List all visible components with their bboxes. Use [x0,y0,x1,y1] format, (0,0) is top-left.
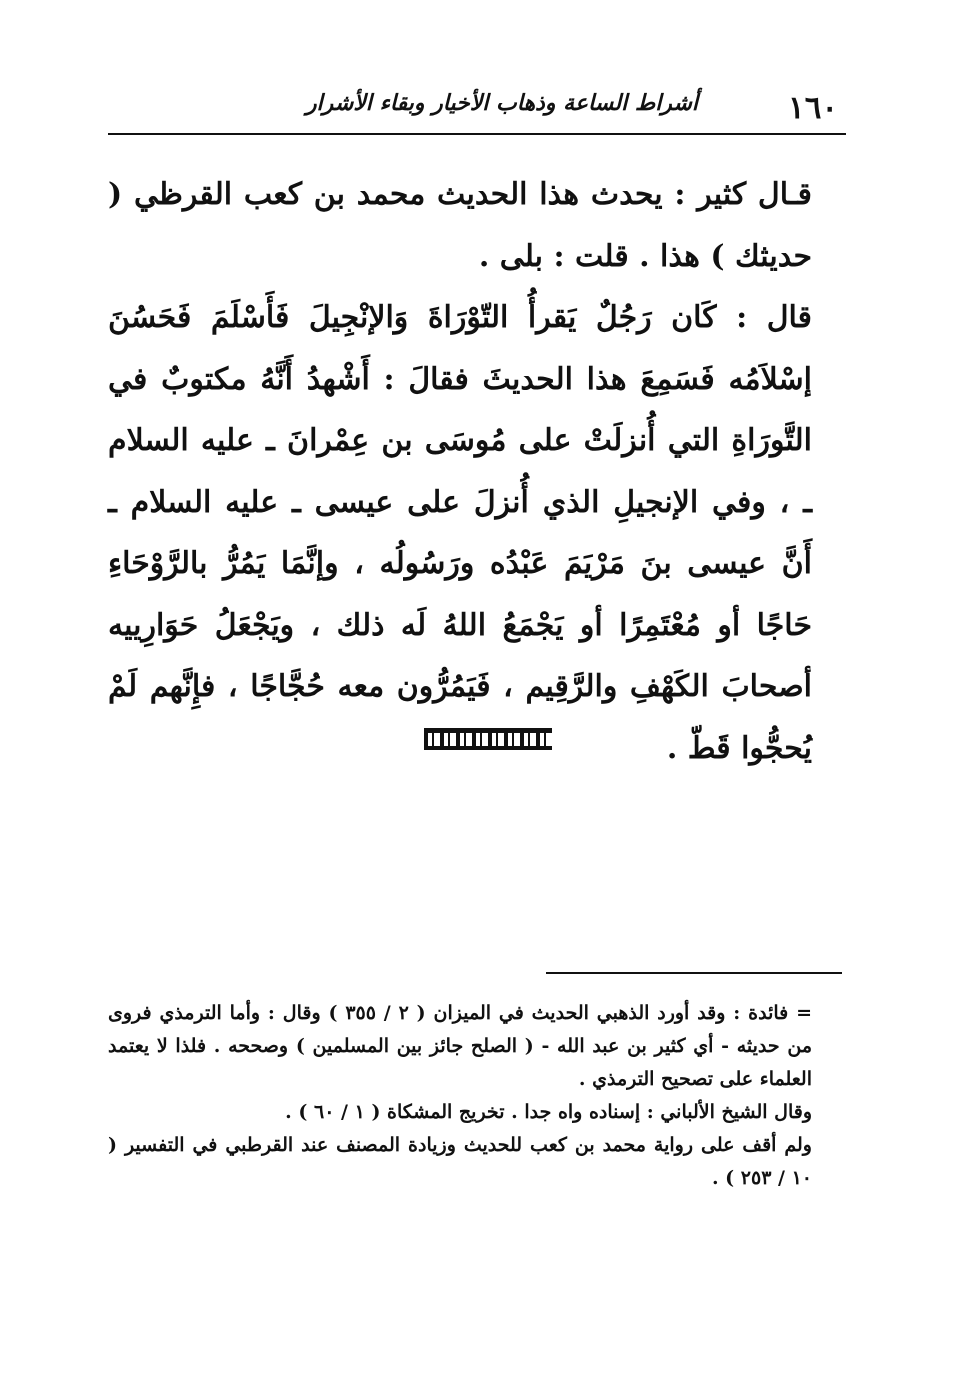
paragraph-2: قال : كَان رَجُلٌ يَقرأُ التّوْرَاةَ وَالإنْجِيلَ فَأَسْلَمَ فَحَسُنَ إسْلاَمُه فَسَمِعَ هذا الحديثَ فقالَ : أَشْهدُ أَنَّهُ مكتوبٌ في التَّورَاةِ التي أُنزلَتْ على مُوسَى بن عِمْرانَ ـ عليه السلام ـ ، وفي الإنجيلِ الذي أُنزلَ على عيسى ـ عليه السلام ـ أَنَّ عيسى بنَ مَرْيَمَ عَبْدُه ورَسُولُه ، وإنَّمَا يَمُرُّ بالرَّوْحَاءِ حَاجًا أو مُعْتَمِرًا أو يَجْمَعُ اللهُ لَه ذلك ، ويَجْعَلُ حَوَارِييه أصحابَ الكَهْفِ والرَّقِيم ، فَيَمُرُّون معه حُجَّاجًا ، فإِنَّهم لَمْ يُحجُّوا قَطّ . [108,300,812,766]
footnote-line-2: وقال الشيخ الألباني : إسناده واه جدا . تخريج المشكاة ( ١ / ٦٠ ) . [285,1101,812,1123]
main-text [108,164,812,779]
footnote-line-3: ولم أقف على رواية محمد بن كعب للحديث وزيادة المصنف عند القرطبي في التفسير ( ١٠ / ٢٥٣ ) . [108,1134,812,1189]
page-number: ١٦٠ [788,90,838,126]
section-ornament [424,728,552,750]
running-title: أشراط الساعة وذهاب الأخيار وبقاء الأشرار [305,90,698,116]
header-rule [108,133,846,135]
footnote-line-1: = فائدة : وقد أورد الذهبي الحديث في الميزان ( ٢ / ٣٥٥ ) وقال : وأما الترمذي فروى من حديثه - أي كثير بن عبد الله - ( الصلح جائز بين المسلمين ) وصححه . فلذا لا يعتمد العلماء على تصحيح الترمذي . [108,1002,813,1090]
footnote-rule [546,972,842,974]
footnotes [108,997,812,1195]
page-header [108,82,846,132]
paragraph-1: قـال كثير : يحدث هذا الحديث محمد بن كعب القرظي ( حديثك ) هذا . قلت : بلى . [108,177,812,274]
